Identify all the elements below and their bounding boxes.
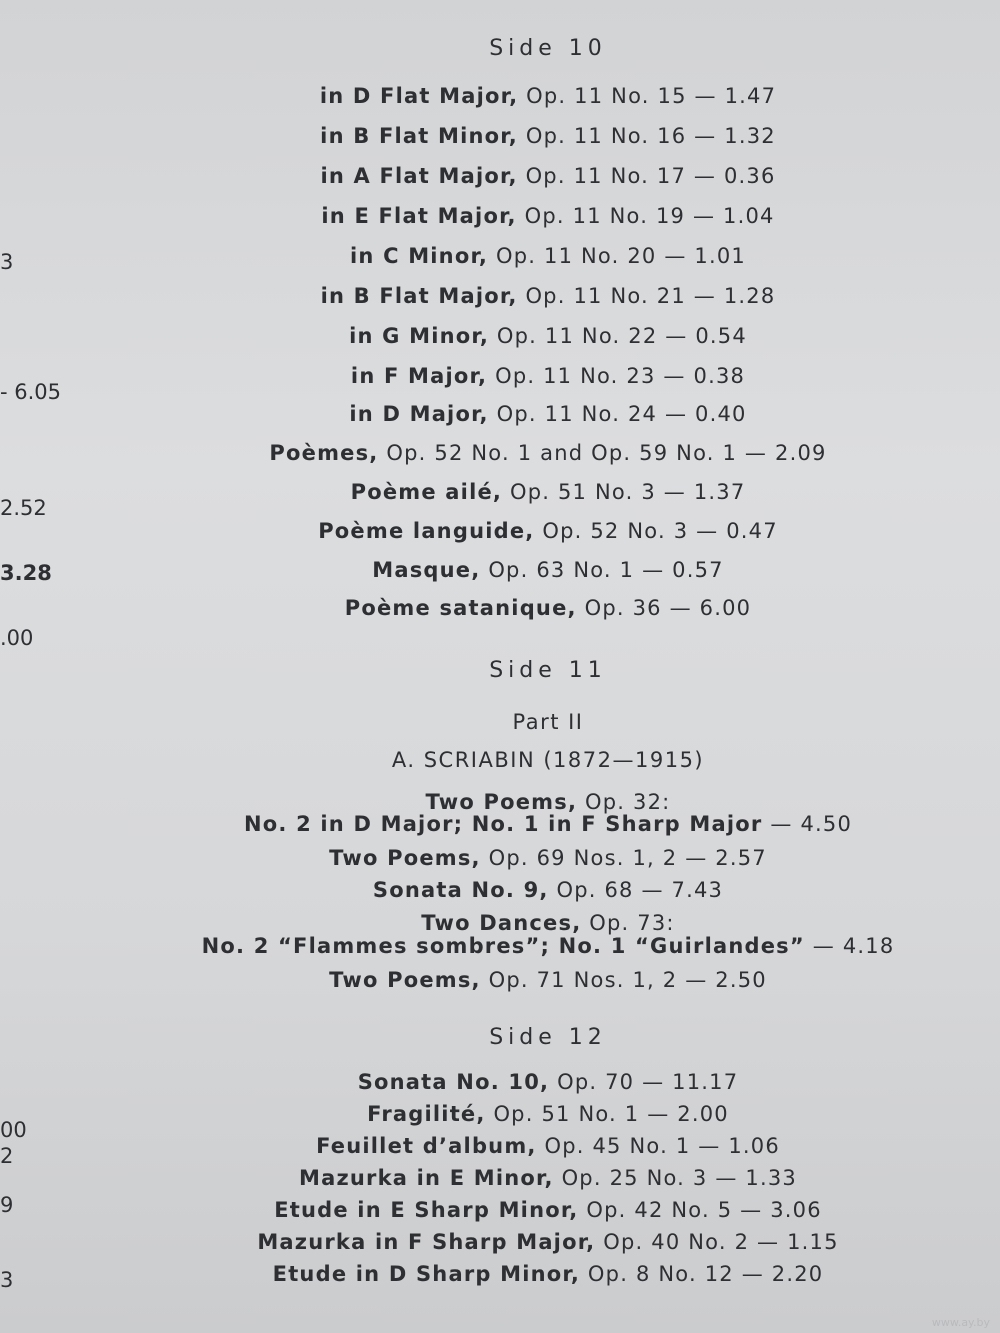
track-line xyxy=(257,1232,838,1253)
work-title-bold: Two Dances, xyxy=(421,911,582,935)
margin-number: 3 xyxy=(0,1268,14,1292)
track-title: Etude in E Sharp Minor, xyxy=(274,1198,579,1222)
track-line xyxy=(321,286,776,307)
track-line xyxy=(274,1200,822,1221)
margin-number: - 6.05 xyxy=(0,380,62,404)
margin-number: 3.28 xyxy=(0,561,52,585)
track-title: in D Flat Major, xyxy=(319,84,519,108)
track-detail: Op. 11 No. 19 — 1.04 xyxy=(524,204,775,228)
margin-number: .00 xyxy=(0,626,34,650)
track-title: in D Major, xyxy=(349,402,489,426)
work-subline xyxy=(202,936,895,957)
track-title: Feuillet d’album, xyxy=(316,1134,537,1158)
work-title-bold: Two Poems, xyxy=(329,968,481,992)
track-title: in F Major, xyxy=(350,364,488,388)
track-title: Poème satanique, xyxy=(344,596,577,620)
margin-number: 2 xyxy=(0,1144,14,1168)
track-detail: Op. 51 No. 3 — 1.37 xyxy=(509,480,746,504)
part-heading: Part II xyxy=(512,710,584,734)
work-title-bold: Sonata No. 9, xyxy=(372,878,549,902)
work-subline xyxy=(244,814,852,835)
track-detail: Op. 42 No. 5 — 3.06 xyxy=(586,1198,822,1222)
track-detail: Op. 70 — 11.17 xyxy=(557,1070,739,1094)
track-title: Masque, xyxy=(372,558,481,582)
track-title: Sonata No. 10, xyxy=(357,1070,550,1094)
track-detail: Op. 11 No. 24 — 0.40 xyxy=(496,402,747,426)
work-detail: Op. 68 — 7.43 xyxy=(556,878,724,902)
track-line xyxy=(351,366,745,387)
track-title: Poèmes, xyxy=(269,441,379,465)
track-detail: Op. 51 No. 1 — 2.00 xyxy=(493,1102,729,1126)
track-title: in G Minor, xyxy=(349,324,490,348)
work-subline-bold: No. 2 “Flammes sombres”; No. 1 “Guirlandes” xyxy=(201,934,805,958)
track-title: Poème languide, xyxy=(318,519,535,543)
work-detail: Op. 71 Nos. 1, 2 — 2.50 xyxy=(488,968,767,992)
side-11-heading: Side 11 xyxy=(489,658,607,683)
composer-heading: A. SCRIABIN (1872—1915) xyxy=(391,748,705,772)
track-line xyxy=(320,86,776,107)
track-detail: Op. 11 No. 17 — 0.36 xyxy=(525,164,776,188)
track-line xyxy=(318,521,778,542)
track-title: in A Flat Major, xyxy=(320,164,518,188)
track-detail: Op. 36 — 6.00 xyxy=(584,596,752,620)
track-line xyxy=(358,1072,739,1093)
side-10-heading: Side 10 xyxy=(489,36,607,61)
track-line xyxy=(367,1104,729,1125)
track-title: Etude in D Sharp Minor, xyxy=(272,1262,581,1286)
track-line xyxy=(273,1264,824,1285)
track-detail: Op. 11 No. 22 — 0.54 xyxy=(496,324,747,348)
track-title: in B Flat Minor, xyxy=(320,124,518,148)
track-detail: Op. 63 No. 1 — 0.57 xyxy=(488,558,724,582)
track-title: in C Minor, xyxy=(350,244,489,268)
work-title-bold: Two Poems, xyxy=(425,790,578,814)
watermark: www.ay.by xyxy=(931,1316,990,1329)
track-detail: Op. 11 No. 21 — 1.28 xyxy=(525,284,776,308)
track-line xyxy=(372,560,723,581)
work-line xyxy=(329,970,767,991)
margin-number: 00 xyxy=(0,1118,27,1142)
track-detail: Op. 8 No. 12 — 2.20 xyxy=(587,1262,824,1286)
work-title xyxy=(426,792,671,813)
track-title: Poème ailé, xyxy=(350,480,503,504)
track-line xyxy=(299,1168,797,1189)
work-detail: Op. 69 Nos. 1, 2 — 2.57 xyxy=(488,846,767,870)
track-detail: Op. 52 No. 3 — 0.47 xyxy=(542,519,778,543)
side-12-heading: Side 12 xyxy=(489,1025,607,1050)
work-duration: — 4.50 xyxy=(770,812,853,836)
track-line xyxy=(269,443,826,464)
work-subline-bold: No. 2 in D Major; No. 1 in F Sharp Major xyxy=(243,812,763,836)
track-line xyxy=(320,166,775,187)
track-detail: Op. 45 No. 1 — 1.06 xyxy=(544,1134,780,1158)
track-line xyxy=(345,598,751,619)
track-title: in B Flat Major, xyxy=(320,284,518,308)
track-detail: Op. 11 No. 16 — 1.32 xyxy=(525,124,776,148)
work-title-rest: Op. 32: xyxy=(585,790,671,814)
track-detail: Op. 11 No. 15 — 1.47 xyxy=(526,84,777,108)
work-duration: — 4.18 xyxy=(812,934,895,958)
margin-number: 2.52 xyxy=(0,496,47,520)
track-detail: Op. 52 No. 1 and Op. 59 No. 1 — 2.09 xyxy=(386,441,827,465)
track-line xyxy=(351,482,746,503)
work-title xyxy=(421,913,674,934)
track-line xyxy=(321,206,774,227)
track-detail: Op. 25 No. 3 — 1.33 xyxy=(561,1166,797,1190)
track-title: Fragilité, xyxy=(367,1102,486,1126)
track-detail: Op. 11 No. 20 — 1.01 xyxy=(496,244,746,268)
work-line xyxy=(329,848,767,869)
work-line xyxy=(373,880,723,901)
work-title-bold: Two Poems, xyxy=(329,846,481,870)
work-title-rest: Op. 73: xyxy=(589,911,675,935)
margin-number: 9 xyxy=(0,1193,14,1217)
track-detail: Op. 40 No. 2 — 1.15 xyxy=(603,1230,839,1254)
track-detail: Op. 11 No. 23 — 0.38 xyxy=(495,364,746,388)
track-line xyxy=(320,126,776,147)
track-title: Mazurka in F Sharp Major, xyxy=(257,1230,596,1254)
track-title: in E Flat Major, xyxy=(321,204,517,228)
track-title: Mazurka in E Minor, xyxy=(299,1166,554,1190)
track-line xyxy=(350,246,746,267)
margin-number: 3 xyxy=(0,250,14,274)
track-line xyxy=(349,404,746,425)
track-line xyxy=(316,1136,780,1157)
track-line xyxy=(349,326,747,347)
